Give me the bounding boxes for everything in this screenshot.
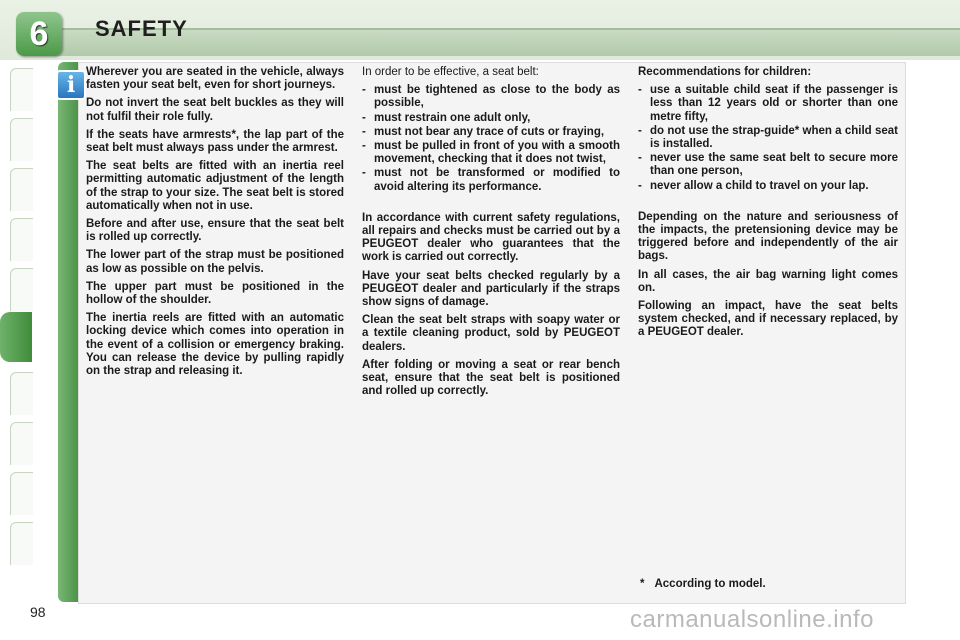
chapter-tab[interactable] bbox=[10, 472, 33, 515]
chapter-tab[interactable] bbox=[10, 422, 33, 465]
list-item: - never allow a child to travel on your lap. bbox=[638, 180, 898, 193]
chapter-tab[interactable] bbox=[10, 522, 33, 565]
chapter-tab[interactable] bbox=[10, 118, 33, 161]
list-item: - must be pulled in front of you with a smooth movement, checking that it does not twist, bbox=[362, 140, 620, 166]
page-number: 98 bbox=[30, 604, 46, 620]
section-heading: Recommendations for children: bbox=[638, 66, 812, 78]
list-item: - must be tightened as close to the body as possible, bbox=[362, 84, 620, 110]
chapter-tabs bbox=[0, 60, 32, 580]
paragraph: The inertia reels are fitted with an automatic locking device which comes into operation in the event of a collision or emergency braking. You can release the device by pulling rapidly on the strap and releasing it. bbox=[86, 312, 344, 378]
paragraph: If the seats have armrests*, the lap part of the seat belt must always pass under the armrest. bbox=[86, 128, 344, 155]
chapter-tab[interactable] bbox=[10, 168, 33, 211]
list-item: - must not bear any trace of cuts or fraying, bbox=[362, 126, 620, 139]
chapter-tab[interactable] bbox=[10, 68, 33, 111]
paragraph: The lower part of the strap must be positioned as low as possible on the pelvis. bbox=[86, 249, 344, 275]
paragraph: Do not invert the seat belt buckles as they will not fulfil their role fully. bbox=[86, 97, 344, 123]
paragraph: After folding or moving a seat or rear bench seat, ensure that the seat belt is positioned and rolled up correctly. bbox=[362, 358, 620, 398]
footnote-text: According to model. bbox=[654, 578, 766, 590]
impact-bold-text: Depending on the nature and seriousness of the impacts bbox=[638, 210, 898, 237]
impact-text: , the pretensioning device may be triggered before and independently of the air bags. bbox=[638, 224, 898, 263]
column-children bbox=[638, 66, 898, 345]
column-seat-belt-use bbox=[86, 66, 344, 383]
chapter-tab-active[interactable] bbox=[0, 312, 32, 362]
footnote-star: * bbox=[640, 578, 645, 590]
chapter-tab[interactable] bbox=[10, 372, 33, 415]
paragraph: Following an impact, have the seat belts system checked, and if necessary replaced, by a PEUGEOT dealer. bbox=[638, 300, 898, 339]
paragraph: Before and after use, ensure that the seat belt is rolled up correctly. bbox=[86, 218, 344, 244]
page-title: SAFETY bbox=[95, 16, 188, 41]
intro-text: In order to be effective, a seat belt: bbox=[362, 66, 539, 78]
impact-paragraph bbox=[638, 211, 898, 264]
watermark: carmanualsonline.info bbox=[630, 606, 874, 633]
paragraph: Clean the seat belt straps with soapy water or a textile cleaning product, sold by PEUGEOT dealers. bbox=[362, 314, 620, 353]
info-icon: i bbox=[56, 70, 86, 100]
list-item: - use a suitable child seat if the passenger is less than 12 years old or shorter than one metre fifty, bbox=[638, 84, 898, 124]
list-item: - must not be transformed or modified to avoid altering its performance. bbox=[362, 167, 620, 193]
paragraph: In accordance with current safety regulations, all repairs and checks must be carried out by a PEUGEOT dealer who guarantees that the work is carried out correctly. bbox=[362, 211, 620, 264]
footnote bbox=[640, 578, 766, 590]
paragraph: The upper part must be positioned in the hollow of the shoulder. bbox=[86, 280, 344, 307]
paragraph: In all cases, the air bag warning light comes on. bbox=[638, 268, 898, 294]
chapter-tab[interactable] bbox=[10, 268, 33, 311]
requirements-list bbox=[362, 84, 620, 194]
paragraph: Wherever you are seated in the vehicle, always fasten your seat belt, even for short journeys. bbox=[86, 66, 344, 92]
list-item: - do not use the strap-guide* when a child seat is installed. bbox=[638, 125, 898, 151]
chapter-badge[interactable]: 6 bbox=[16, 12, 62, 56]
green-rail bbox=[58, 62, 78, 602]
paragraph: The seat belts are fitted with an inertia reel permitting automatic adjustment of the length of the strap to your size. The seat belt is stored automatically when not in use. bbox=[86, 160, 344, 212]
column-effectiveness bbox=[362, 66, 620, 403]
children-list bbox=[638, 84, 898, 193]
paragraph: Have your seat belts checked regularly by a PEUGEOT dealer and particularly if the straps show signs of damage. bbox=[362, 269, 620, 309]
list-item: - must restrain one adult only, bbox=[362, 112, 620, 125]
chapter-tab[interactable] bbox=[10, 218, 33, 261]
list-item: - never use the same seat belt to secure more than one person, bbox=[638, 152, 898, 178]
